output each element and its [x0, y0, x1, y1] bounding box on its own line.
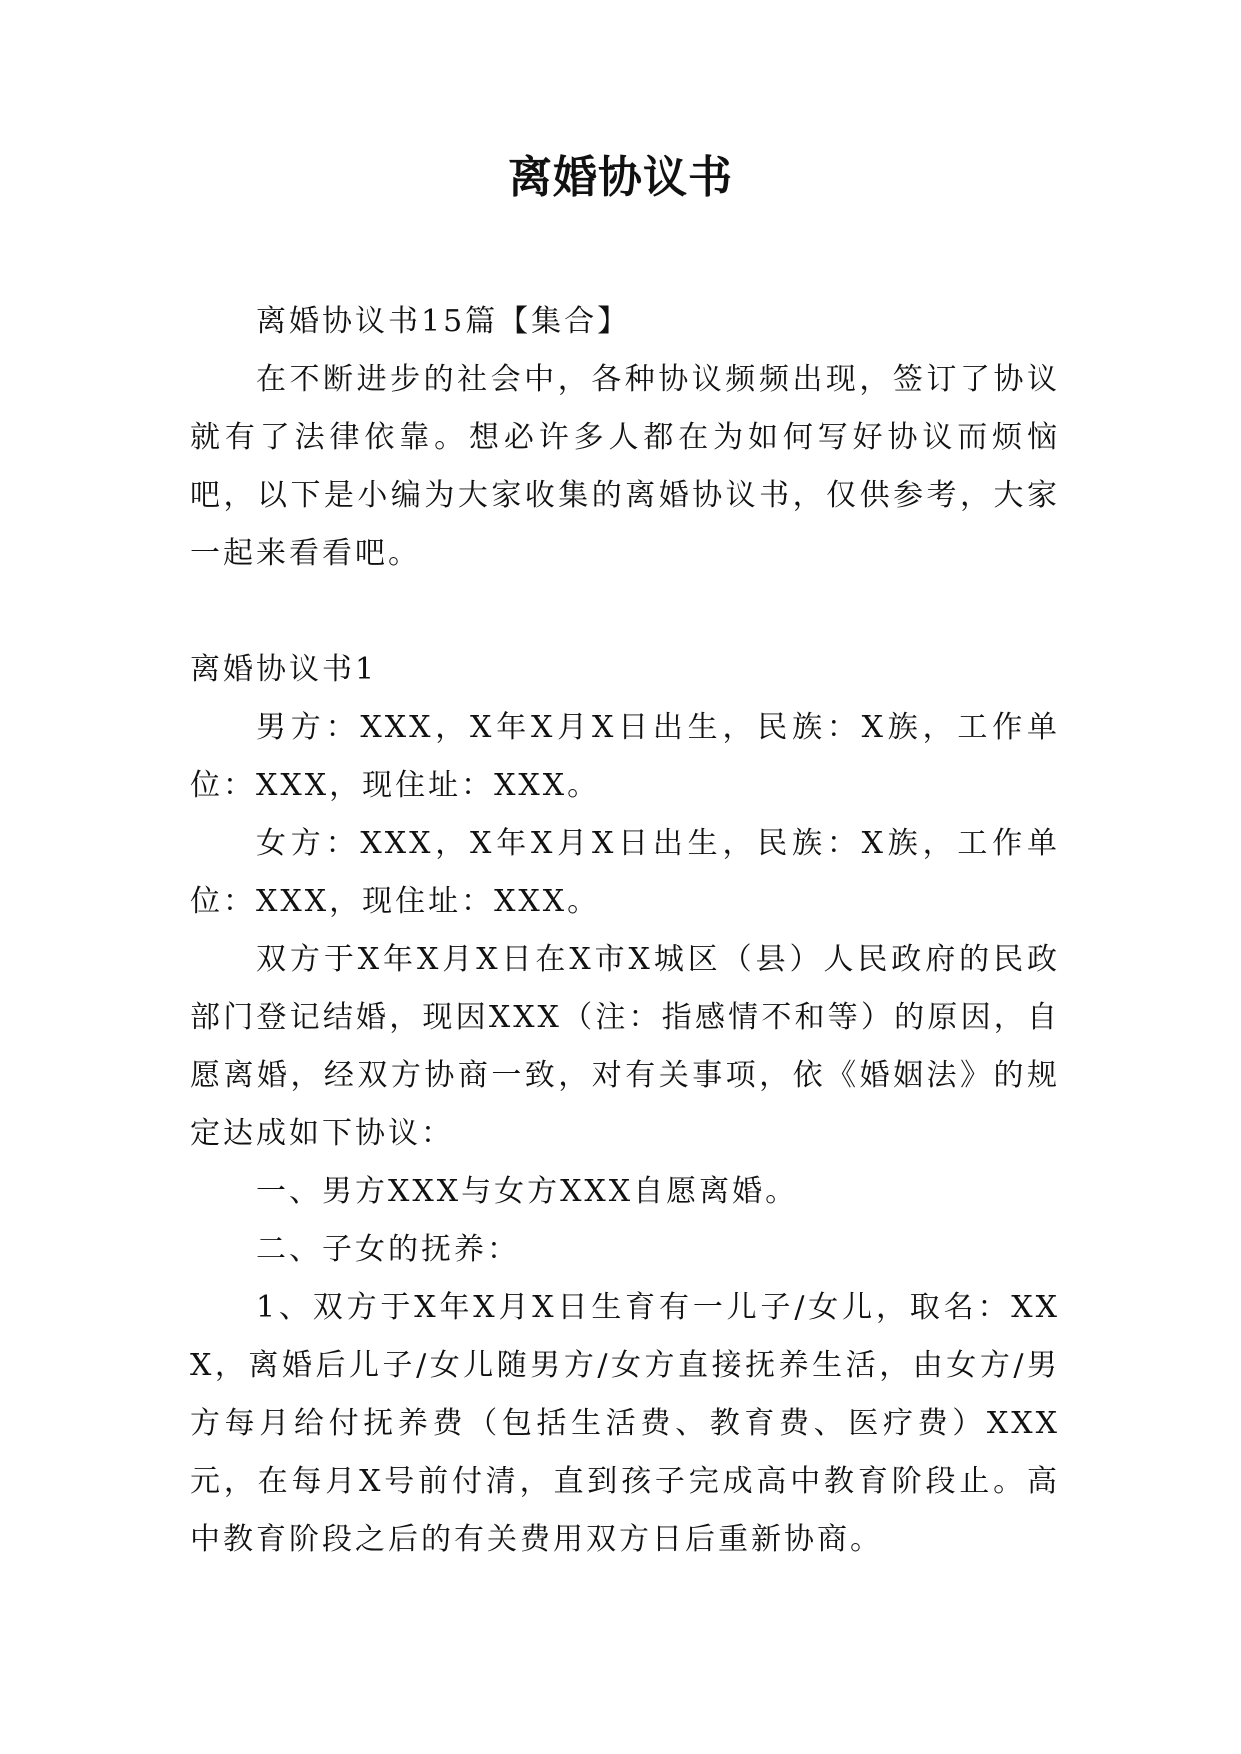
clause-2-heading: 二、子女的抚养： — [256, 1232, 520, 1267]
paragraph-gap — [190, 583, 1060, 641]
marriage-info-paragraph: 双方于X年X月X日在X市X城区（县）人民政府的民政部门登记结婚，现因XXX（注：指感情不和等）的原因，自愿离婚，经双方协商一致，对有关事项，依《婚姻法》的规定达成如下协议： — [190, 942, 1060, 1151]
clause-2-1-paragraph: 1、双方于X年X月X日生育有一儿子/女儿，取名：XXX，离婚后儿子/女儿随男方/女方直接抚养生活，由女方/男方每月给付抚养费（包括生活费、教育费、医疗费）XXX元，在每月X号前付清，直到孩子完成高中教育阶段止。高中教育阶段之后的有关费用双方日后重新协商。 — [190, 1290, 1060, 1557]
document-subtitle: 离婚协议书15篇【集合】 — [256, 304, 631, 339]
document-title: 离婚协议书 — [508, 152, 733, 203]
document-body — [190, 293, 1060, 1569]
female-party-paragraph: 女方：XXX，X年X月X日出生，民族：X族，工作单位：XXX，现住址：XXX。 — [190, 826, 1060, 919]
clause-1-paragraph: 一、男方XXX与女方XXX自愿离婚。 — [256, 1174, 799, 1209]
section-heading: 离婚协议书1 — [190, 652, 378, 687]
intro-paragraph: 在不断进步的社会中，各种协议频频出现，签订了协议就有了法律依靠。想必许多人都在为如何写好协议而烦恼吧，以下是小编为大家收集的离婚协议书，仅供参考，大家一起来看看吧。 — [190, 362, 1060, 571]
male-party-paragraph: 男方：XXX，X年X月X日出生，民族：X族，工作单位：XXX，现住址：XXX。 — [190, 710, 1060, 803]
